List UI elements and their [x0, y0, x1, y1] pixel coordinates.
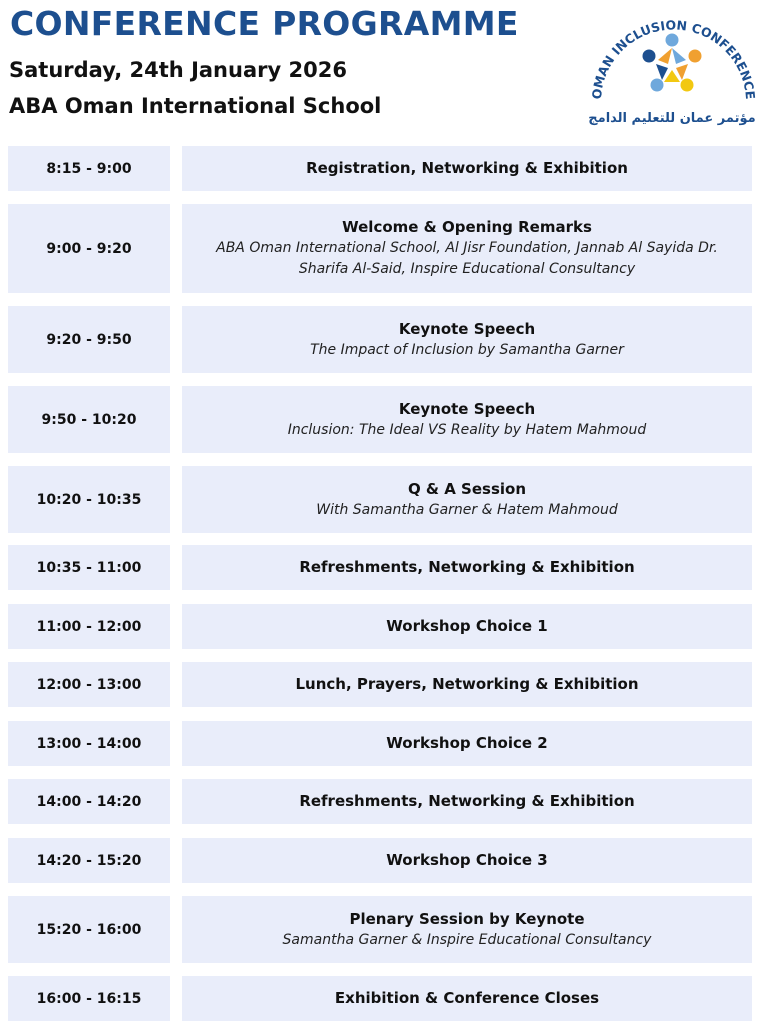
page-title: CONFERENCE PROGRAMME — [10, 4, 519, 43]
session-title: Exhibition & Conference Closes — [334, 989, 600, 1007]
logo-figures-icon — [643, 34, 702, 92]
session-time: 13:00 - 14:00 — [8, 721, 170, 766]
session-description — [182, 662, 752, 707]
session-title: Keynote Speech — [398, 399, 536, 418]
conference-logo — [583, 2, 761, 134]
session-time: 10:20 - 10:35 — [8, 466, 170, 533]
session-time: 11:00 - 12:00 — [8, 604, 170, 649]
session-time: 14:00 - 14:20 — [8, 779, 170, 824]
schedule-row — [8, 146, 752, 191]
schedule-row — [8, 604, 752, 649]
session-title: Plenary Session by Keynote — [349, 909, 585, 928]
session-description — [182, 146, 752, 191]
schedule-row — [8, 466, 752, 533]
session-subtitle: ABA Oman International School, Al Jisr Foundation, Jannab Al Sayida Dr. Sharifa Al-Said, Inspire Educational Consultancy — [216, 240, 718, 277]
session-description — [182, 896, 752, 963]
schedule-row — [8, 306, 752, 373]
session-title: Workshop Choice 1 — [386, 617, 548, 635]
session-title: Workshop Choice 3 — [386, 851, 548, 869]
schedule-row — [8, 721, 752, 766]
session-time: 12:00 - 13:00 — [8, 662, 170, 707]
logo-arc-text: OMAN INCLUSION CONFERENCE — [588, 17, 759, 100]
session-time: 9:00 - 9:20 — [8, 204, 170, 293]
event-date: Saturday, 24th January 2026 — [9, 58, 347, 82]
schedule-row — [8, 976, 752, 1021]
session-title: Refreshments, Networking & Exhibition — [299, 792, 635, 810]
session-description — [182, 779, 752, 824]
schedule-row — [8, 779, 752, 824]
session-time: 9:20 - 9:50 — [8, 306, 170, 373]
schedule-row — [8, 204, 752, 293]
session-title: Workshop Choice 2 — [386, 734, 548, 752]
session-time: 14:20 - 15:20 — [8, 838, 170, 883]
session-time: 16:00 - 16:15 — [8, 976, 170, 1021]
session-description — [182, 976, 752, 1021]
event-venue: ABA Oman International School — [9, 94, 382, 118]
session-title: Lunch, Prayers, Networking & Exhibition — [295, 675, 639, 693]
session-time: 15:20 - 16:00 — [8, 896, 170, 963]
schedule-row — [8, 896, 752, 963]
session-title: Refreshments, Networking & Exhibition — [299, 558, 635, 576]
session-subtitle: Inclusion: The Ideal VS Reality by Hatem Mahmoud — [287, 421, 647, 438]
session-description — [182, 306, 752, 373]
session-description — [182, 545, 752, 590]
programme-header — [0, 0, 761, 140]
session-time: 10:35 - 11:00 — [8, 545, 170, 590]
logo-arabic-text: مؤتمر عمان للتعليم الدامج — [588, 111, 756, 126]
schedule-row — [8, 662, 752, 707]
session-description — [182, 204, 752, 293]
session-time: 9:50 - 10:20 — [8, 386, 170, 453]
schedule-row — [8, 838, 752, 883]
session-subtitle: The Impact of Inclusion by Samantha Garner — [310, 341, 624, 358]
session-description — [182, 466, 752, 533]
session-title: Keynote Speech — [398, 319, 536, 338]
schedule-row — [8, 386, 752, 453]
session-title: Registration, Networking & Exhibition — [306, 159, 628, 177]
session-subtitle: Samantha Garner & Inspire Educational Consultancy — [282, 931, 652, 948]
session-title: Welcome & Opening Remarks — [342, 218, 592, 236]
session-description — [182, 386, 752, 453]
session-description — [182, 604, 752, 649]
session-title: Q & A Session — [407, 479, 527, 498]
session-description — [182, 721, 752, 766]
schedule-row — [8, 545, 752, 590]
session-description — [182, 838, 752, 883]
session-time: 8:15 - 9:00 — [8, 146, 170, 191]
session-subtitle: With Samantha Garner & Hatem Mahmoud — [316, 501, 618, 518]
